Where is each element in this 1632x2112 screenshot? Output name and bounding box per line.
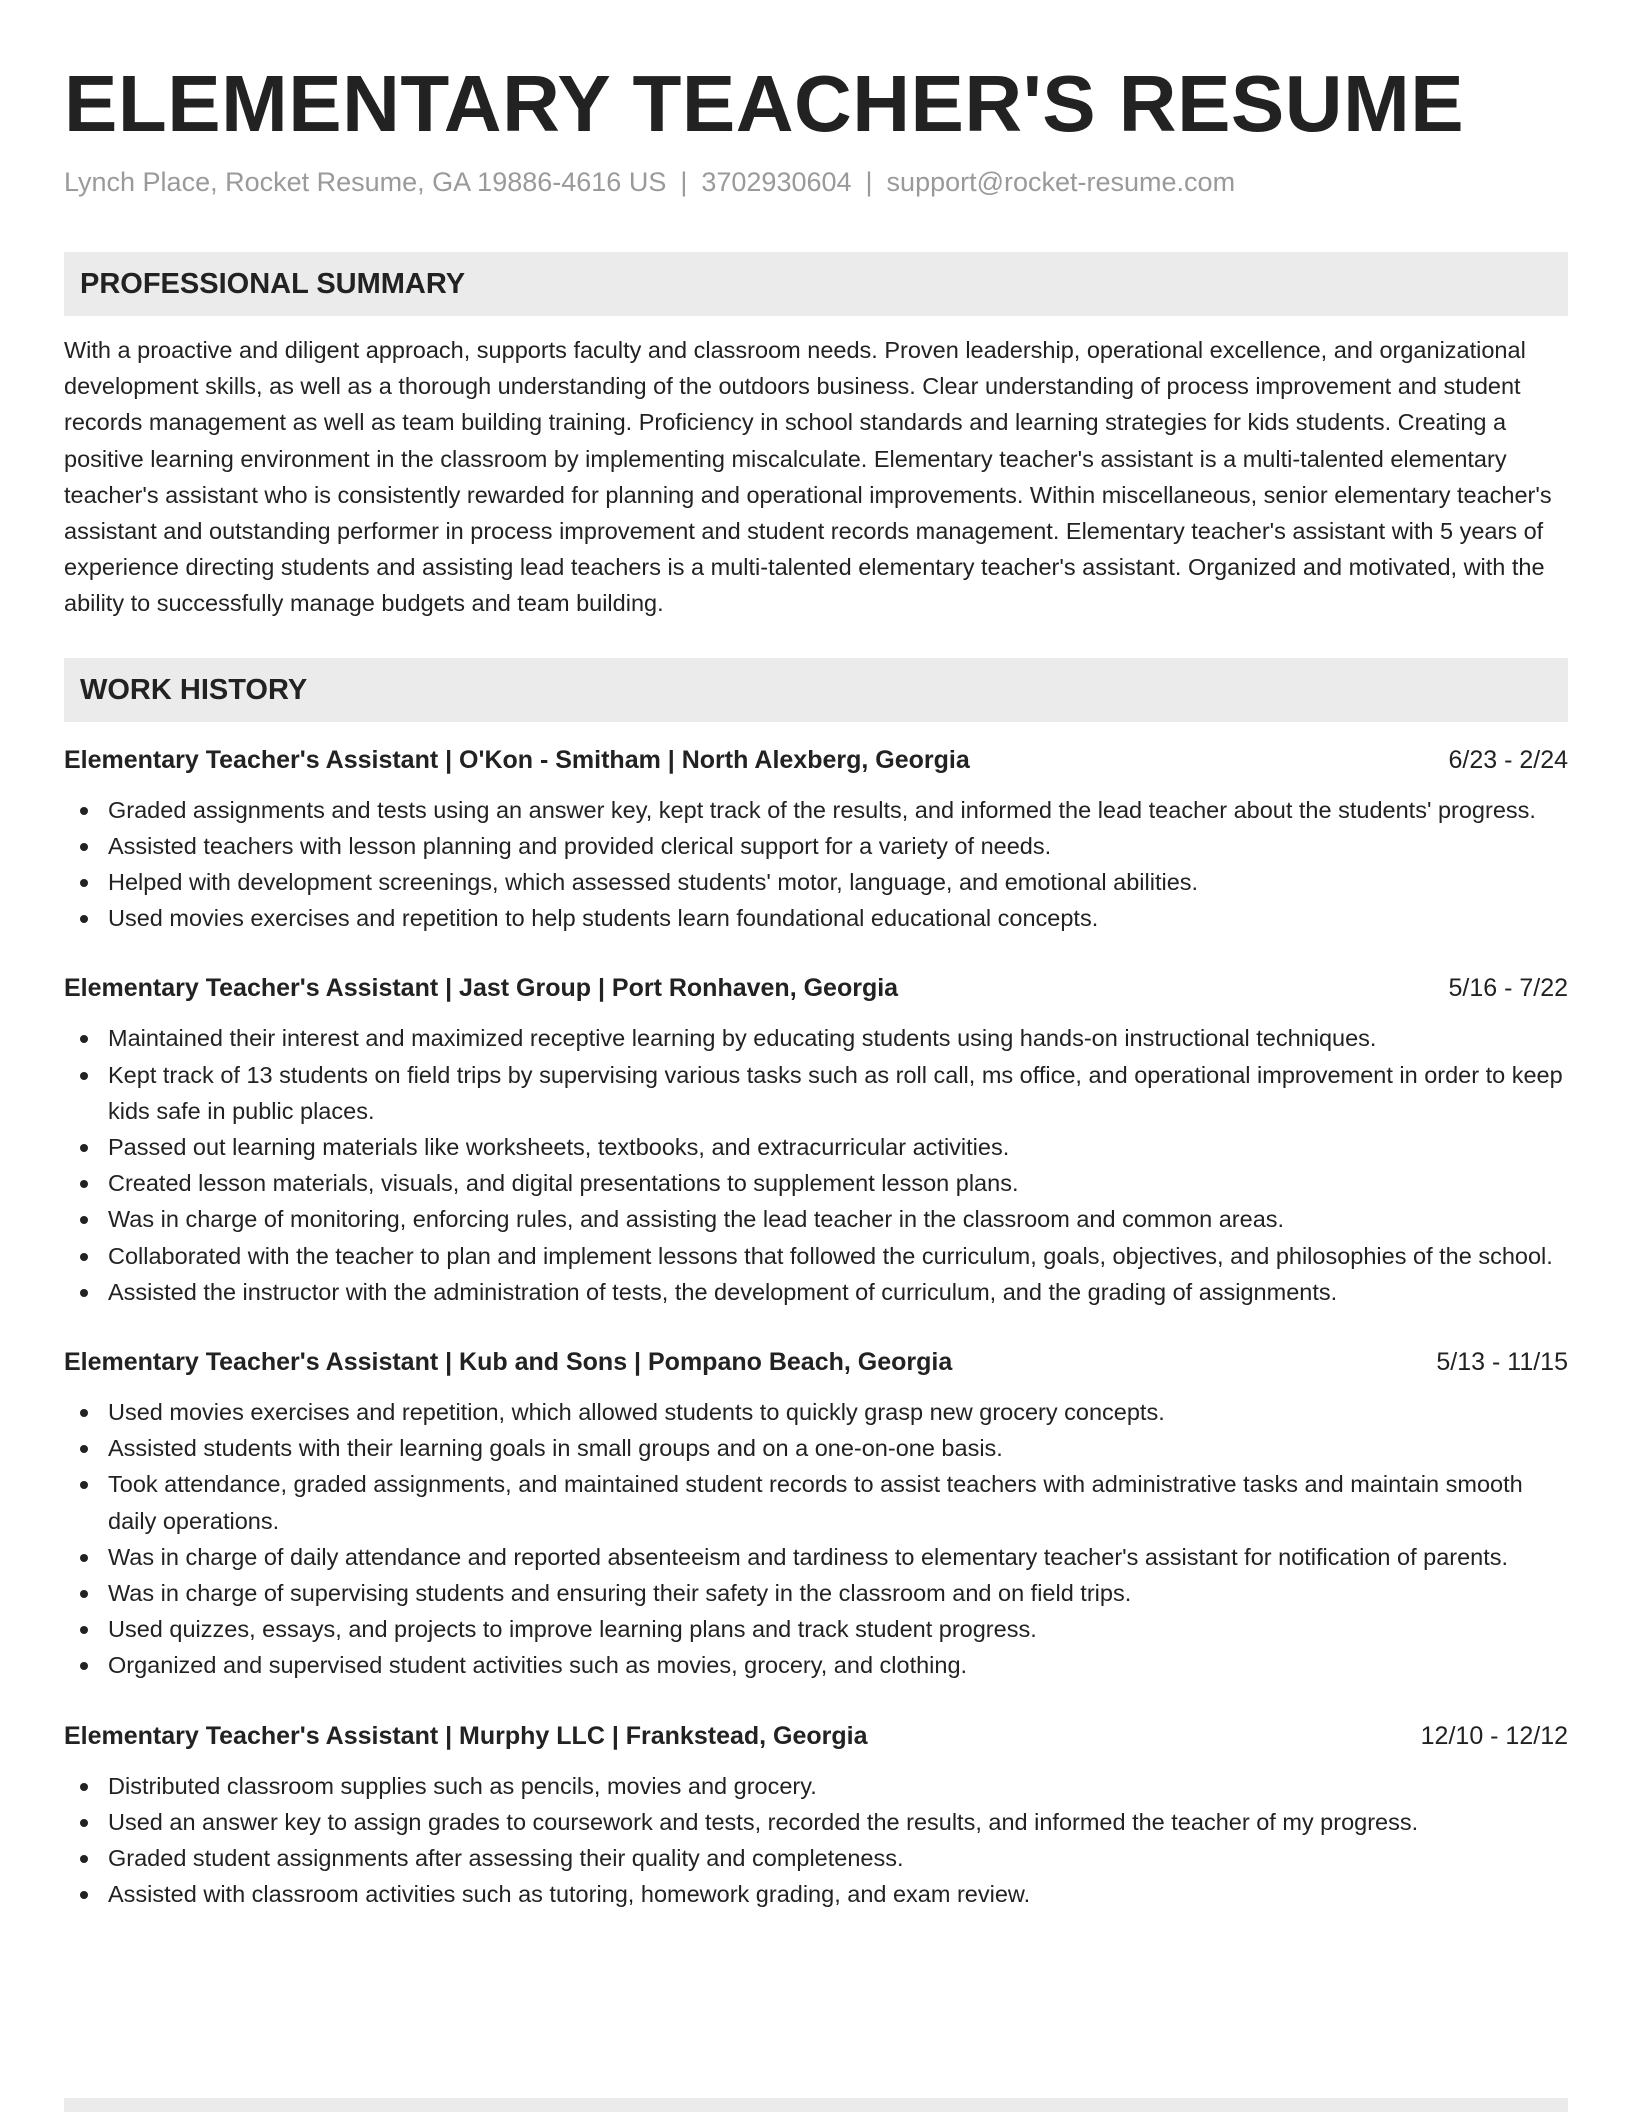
contact-line (64, 164, 1568, 200)
job-bullet-item: Maintained their interest and maximized receptive learning by educating students using hands-on instructional techniques. (64, 1020, 1568, 1056)
resume-title: ELEMENTARY TEACHER'S RESUME (64, 59, 1465, 148)
professional-summary-heading: PROFESSIONAL SUMMARY (64, 252, 1568, 316)
job-bullet-list (64, 1020, 1568, 1310)
job-bullet-item: Graded assignments and tests using an answer key, kept track of the results, and informed the lead teacher about the students' progress. (64, 792, 1568, 828)
job-entry (64, 970, 1568, 1310)
job-title: Elementary Teacher's Assistant | Jast Group | Port Ronhaven, Georgia (64, 974, 899, 1003)
contact-email: support@rocket-resume.com (886, 167, 1236, 197)
job-entry (64, 742, 1568, 937)
professional-summary-text: With a proactive and diligent approach, supports faculty and classroom needs. Proven leadership, operational excellence, and organizational development skills, as well as a thorough understanding of the outdoors business. Clear understanding of process improvement and student records management as well as team building training. Proficiency in school standards and learning strategies for kids students. Creating a positive learning environment in the classroom by implementing miscalculate. Elementary teacher's assistant is a multi-talented elementary teacher's assistant who is consistently rewarded for planning and operational improvements. Within miscellaneous, senior elementary teacher's assistant and outstanding performer in process improvement and student records management. Elementary teacher's assistant with 5 years of experience directing students and assisting lead teachers is a multi-talented elementary teacher's assistant. Organized and motivated, with the ability to successfully manage budgets and team building. (64, 337, 1552, 617)
job-bullet-item: Took attendance, graded assignments, and maintained student records to assist teachers with administrative tasks and maintain smooth daily operations. (64, 1466, 1568, 1538)
job-bullet-item: Assisted the instructor with the administration of tests, the development of curriculum, and the grading of assignments. (64, 1274, 1568, 1310)
contact-phone: 3702930604 (701, 167, 852, 197)
job-bullet-list (64, 1394, 1568, 1684)
job-bullet-item: Collaborated with the teacher to plan and implement lessons that followed the curriculum, goals, objectives, and philosophies of the school. (64, 1238, 1568, 1274)
job-bullet-item: Assisted with classroom activities such as tutoring, homework grading, and exam review. (64, 1876, 1568, 1912)
job-bullet-item: Used an answer key to assign grades to coursework and tests, recorded the results, and informed the teacher of my progress. (64, 1804, 1568, 1840)
job-bullet-item: Passed out learning materials like worksheets, textbooks, and extracurricular activities. (64, 1129, 1568, 1165)
job-entry (64, 1344, 1568, 1684)
job-dates: 5/13 - 11/15 (1436, 1348, 1568, 1377)
contact-separator: | (680, 167, 688, 197)
job-bullet-item: Graded student assignments after assessing their quality and completeness. (64, 1840, 1568, 1876)
job-header (64, 970, 1568, 1006)
job-bullet-list (64, 1768, 1568, 1913)
job-bullet-item: Helped with development screenings, which assessed students' motor, language, and emotional abilities. (64, 864, 1568, 900)
job-bullet-item: Created lesson materials, visuals, and digital presentations to supplement lesson plans. (64, 1165, 1568, 1201)
job-header (64, 1344, 1568, 1380)
job-title: Elementary Teacher's Assistant | Murphy LLC | Frankstead, Georgia (64, 1721, 868, 1750)
contact-separator: | (865, 167, 873, 197)
job-entry (64, 1718, 1568, 1913)
job-header (64, 1718, 1568, 1754)
job-bullet-item: Used movies exercises and repetition to help students learn foundational educational concepts. (64, 900, 1568, 936)
job-bullet-item: Used movies exercises and repetition, which allowed students to quickly grasp new grocery concepts. (64, 1394, 1568, 1430)
job-bullet-item: Was in charge of daily attendance and reported absenteeism and tardiness to elementary teacher's assistant for notification of parents. (64, 1539, 1568, 1575)
job-bullet-item: Used quizzes, essays, and projects to improve learning plans and track student progress. (64, 1611, 1568, 1647)
job-bullet-item: Assisted students with their learning goals in small groups and on a one-on-one basis. (64, 1430, 1568, 1466)
resume-page (64, 0, 1568, 1913)
job-bullet-item: Distributed classroom supplies such as pencils, movies and grocery. (64, 1768, 1568, 1804)
job-dates: 5/16 - 7/22 (1448, 974, 1568, 1003)
job-title: Elementary Teacher's Assistant | Kub and Sons | Pompano Beach, Georgia (64, 1348, 953, 1377)
job-dates: 12/10 - 12/12 (1420, 1721, 1568, 1750)
job-bullet-list (64, 792, 1568, 937)
contact-address: Lynch Place, Rocket Resume, GA 19886-4616 US (64, 167, 667, 197)
job-title: Elementary Teacher's Assistant | O'Kon - Smitham | North Alexberg, Georgia (64, 745, 970, 774)
job-header (64, 742, 1568, 778)
job-bullet-item: Assisted teachers with lesson planning and provided clerical support for a variety of needs. (64, 828, 1568, 864)
next-section-header-band (64, 2098, 1568, 2112)
job-dates: 6/23 - 2/24 (1448, 745, 1568, 774)
job-bullet-item: Was in charge of supervising students and ensuring their safety in the classroom and on field trips. (64, 1575, 1568, 1611)
work-history-list (64, 742, 1568, 1913)
job-bullet-item: Was in charge of monitoring, enforcing rules, and assisting the lead teacher in the classroom and common areas. (64, 1201, 1568, 1237)
job-bullet-item: Organized and supervised student activities such as movies, grocery, and clothing. (64, 1647, 1568, 1683)
job-bullet-item: Kept track of 13 students on field trips by supervising various tasks such as roll call, ms office, and operational improvement in order to keep kids safe in public places. (64, 1057, 1568, 1129)
work-history-heading: WORK HISTORY (64, 658, 1568, 722)
